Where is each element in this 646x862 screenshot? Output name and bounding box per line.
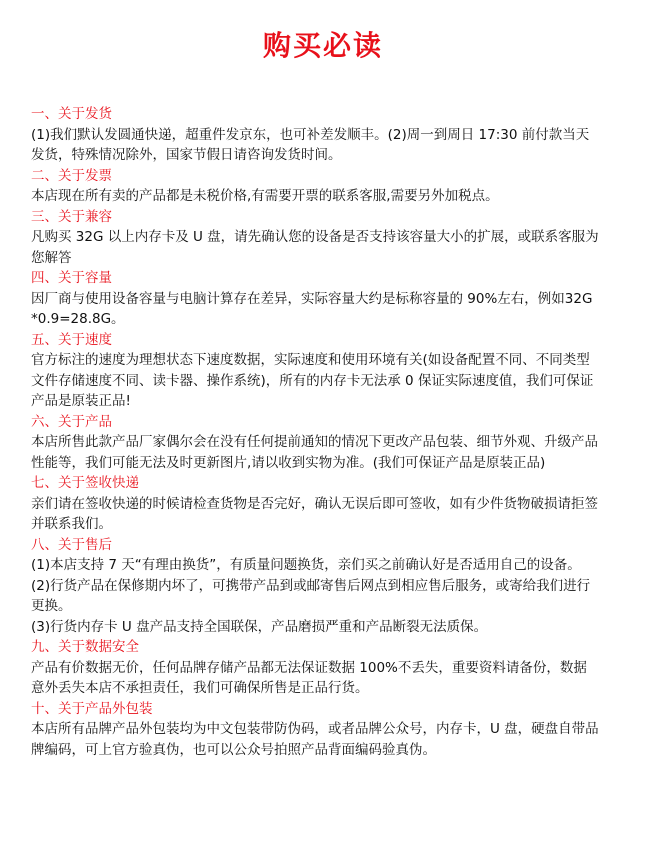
section-text-after-sales-1: (1)本店支持 7 天“有理由换货”，有质量问题换货，亲们买之前确认好是否适用自己的设备。 [31, 557, 581, 573]
section-text-packaging: 本店所有品牌产品外包装均为中文包装带防伪码，或者品牌公众号，内存卡，U 盘，硬盘自带品牌编码，可上官方验真伪，也可以公众号拍照产品背面编码验真伪。 [31, 721, 599, 758]
section-text-product: 本店所售此款产品厂家偶尔会在没有任何提前通知的情况下更改产品包装、细节外观、升级产品性能等，我们可能无法及时更新图片,请以收到实物为准。(我们可保证产品是原装正品) [31, 434, 598, 471]
section-heading-shipping: 一、关于发货 [31, 106, 112, 122]
section-heading-packaging: 十、关于产品外包装 [31, 700, 153, 717]
notice-content [31, 104, 599, 760]
section-text-data-security: 产品有价数据无价，任何品牌存储产品都无法保证数据 100%不丢失，重要资料请备份，数据意外丢失本店不承担责任，我们可确保所售是正品行货。 [31, 659, 587, 696]
section-heading-compatibility: 三、关于兼容 [31, 208, 112, 225]
section-heading-after-sales: 八、关于售后 [31, 536, 112, 553]
section-heading-capacity: 四、关于容量 [31, 270, 112, 286]
section-heading-product: 六、关于产品 [31, 413, 112, 430]
section-text-invoice: 本店现在所有卖的产品都是未税价格,有需要开票的联系客服,需要另外加税点。 [31, 188, 499, 204]
section-text-shipping: (1)我们默认发圆通快递，超重件发京东，也可补差发顺丰。(2)周一到周日 17:30 前付款当天发货，特殊情况除外，国家节假日请咨询发货时间。 [31, 126, 590, 163]
section-text-after-sales-3: (3)行货内存卡 U 盘产品支持全国联保，产品磨损严重和产品断裂无法质保。 [31, 618, 488, 635]
section-heading-data-security: 九、关于数据安全 [31, 639, 139, 655]
section-text-after-sales-2: (2)行货产品在保修期内坏了，可携带产品到或邮寄售后网点到相应售后服务，或寄给我们进行更换。 [31, 577, 591, 614]
page-title: 购买必读 [262, 29, 383, 62]
section-heading-invoice: 二、关于发票 [31, 167, 112, 184]
section-heading-speed: 五、关于速度 [31, 331, 112, 348]
section-text-capacity: 因厂商与使用设备容量与电脑计算存在差异，实际容量大约是标称容量的 90%左右，例如32G*0.9=28.8G。 [31, 290, 593, 327]
section-text-speed: 官方标注的速度为理想状态下速度数据，实际速度和使用环境有关(如设备配置不同、不同类型文件存储速度不同、读卡器、操作系统)，所有的内存卡无法承 0 保证实际速度值，我们可保证产品是原装正品! [31, 352, 594, 409]
section-text-delivery-signoff: 亲们请在签收快递的时候请检查货物是否完好，确认无误后即可签收，如有少件货物破损请拒签并联系我们。 [31, 495, 598, 532]
section-heading-delivery-signoff: 七、关于签收快递 [31, 475, 139, 491]
section-text-compatibility: 凡购买 32G 以上内存卡及 U 盘，请先确认您的设备是否支持该容量大小的扩展，或联系客服为您解答 [31, 229, 599, 266]
